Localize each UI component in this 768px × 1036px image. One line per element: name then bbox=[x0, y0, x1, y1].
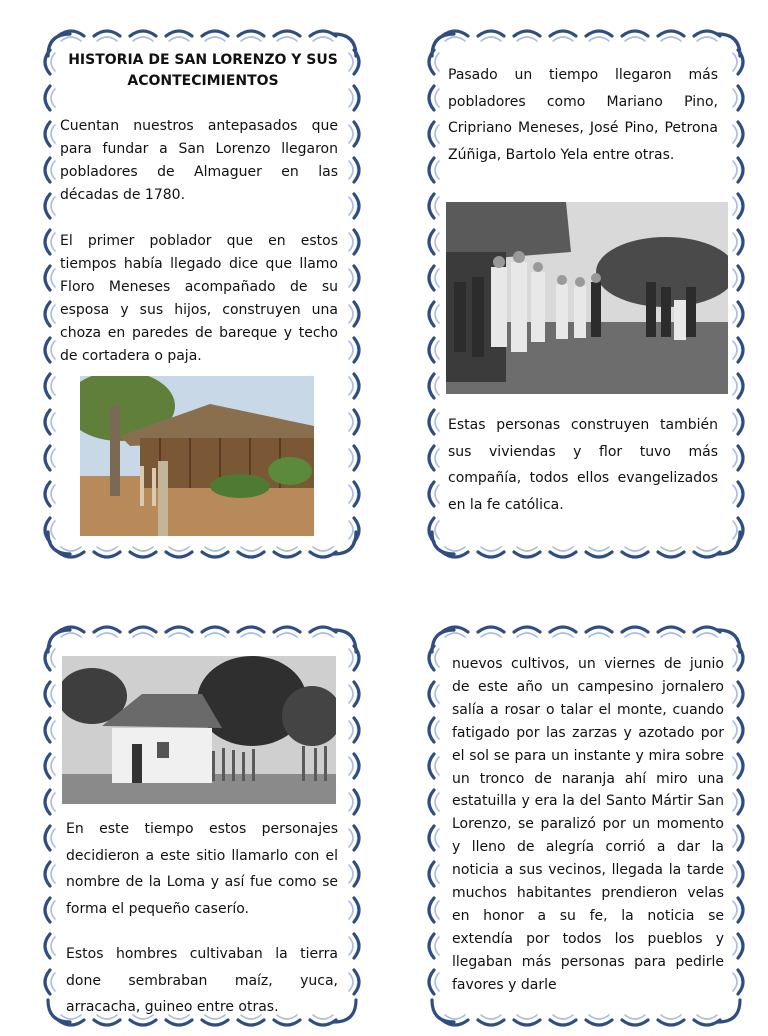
thatched-hut-photo bbox=[80, 376, 314, 536]
village-house-photo bbox=[62, 656, 336, 804]
settlers-group-photo bbox=[446, 202, 728, 394]
paragraph-more-settlers: Pasado un tiempo llegaron más pobladores como Mariano Pino, Cripriano Meneses, José Pino, Petrona Zúñiga, Bartolo Yela entre otras. bbox=[448, 67, 718, 163]
paragraph-statue-discovery: nuevos cultivos, un viernes de junio de este año un campesino jornalero salía a rosar o talar el monte, cuando fatigado por las zarzas y azotado por el sol se para un instante y mira sobre un tronco de naranja ahí miro una estatuilla y era la del Santo Mártir San Lorenzo, se paralizó por un momento y lleno de alegría corrió a dar la noticia a sus vecinos, llegada la tarde muchos habitantes prendieron velas en honor a su fe, la noticia se extendía por todos los pueblos y llegaban más personas para pedirle favores y darle bbox=[452, 656, 724, 993]
paragraph-crops: Estos hombres cultivaban la tierra done sembraban maíz, yuca, arracacha, guineo entre otras. bbox=[66, 946, 338, 1015]
paragraph-la-loma: En este tiempo estos personajes decidieron a este sitio llamarlo con el nombre de la Loma y así fue como se forma el pequeño caserío. bbox=[66, 821, 338, 917]
card-new-settlers bbox=[418, 20, 754, 568]
paragraph-first-settler: El primer poblador que en estos tiempos había llegado dice que llamo Floro Meneses acompañado de su esposa y sus hijos, construyen una choza en paredes de bareque y techo de cortadera o paja. bbox=[60, 233, 338, 364]
paragraph-founding: Cuentan nuestros antepasados que para fundar a San Lorenzo llegaron pobladores de Almaguer en las décadas de 1780. bbox=[60, 118, 338, 203]
card-saint-lorenzo bbox=[418, 616, 754, 1036]
card-la-loma bbox=[34, 616, 370, 1036]
page-title: HISTORIA DE SAN LORENZO Y SUS ACONTECIMIENTOS bbox=[68, 52, 338, 89]
paragraph-evangelized: Estas personas construyen también sus viviendas y flor tuvo más compañía, todos ellos evangelizados en la fe católica. bbox=[448, 417, 718, 513]
card-history-intro bbox=[34, 20, 370, 568]
